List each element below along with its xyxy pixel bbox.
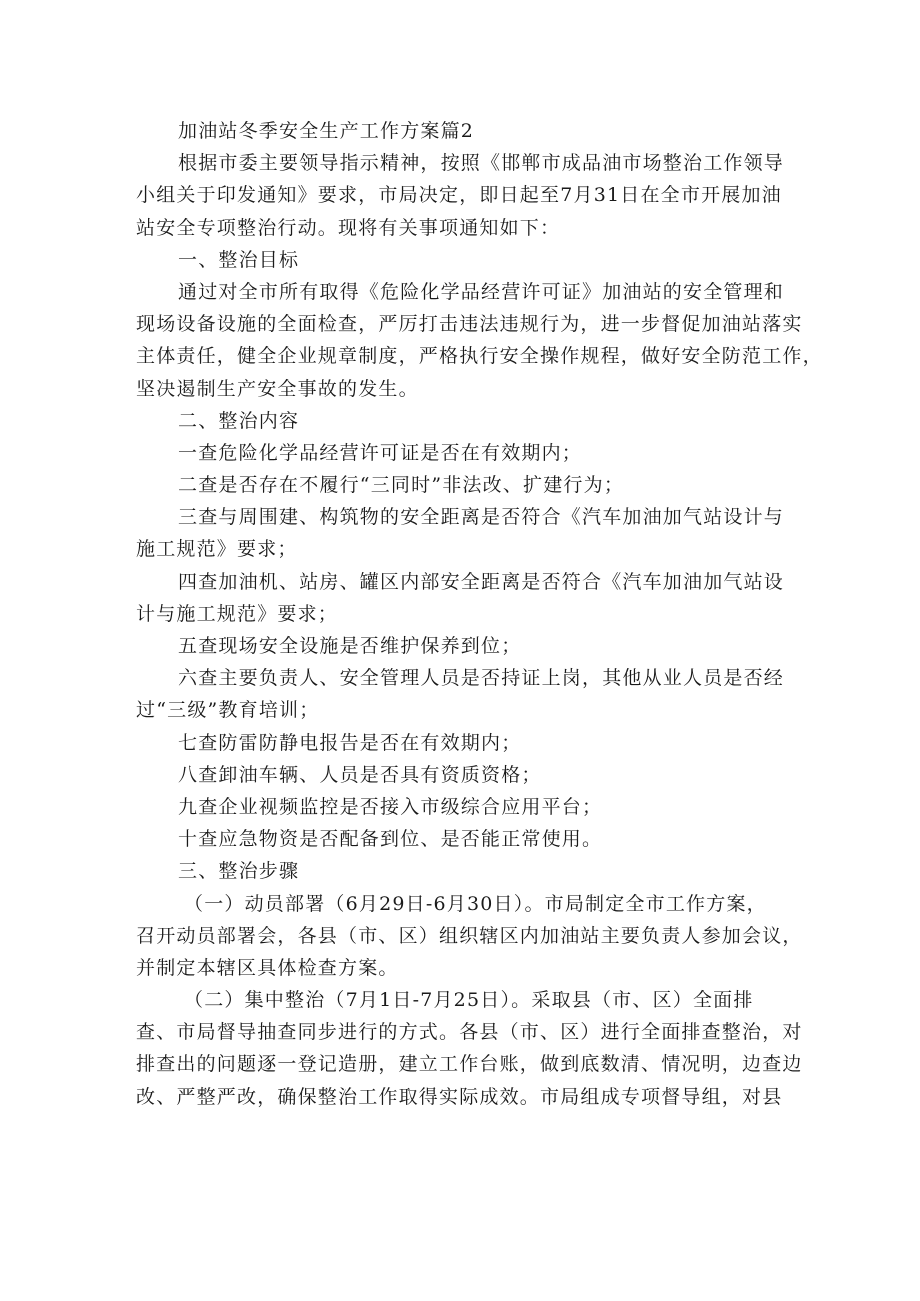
list-item-continuation: 过“三级”教育培训； bbox=[136, 699, 320, 722]
paragraph-line: 并制定本辖区具体检查方案。 bbox=[136, 956, 399, 979]
list-item: 十查应急物资是否配备到位、是否能正常使用。 bbox=[178, 828, 603, 851]
list-item: 九查企业视频监控是否接入市级综合应用平台； bbox=[178, 795, 603, 818]
list-item: 七查防雷防静电报告是否在有效期内； bbox=[178, 731, 522, 754]
document-title: 加油站冬季安全生产工作方案篇2 bbox=[178, 120, 475, 142]
paragraph-line: 改、严整严改，确保整治工作取得实际成效。市局组成专项督导组，对县 bbox=[136, 1085, 783, 1108]
section-heading: 二、整治内容 bbox=[178, 409, 300, 432]
paragraph-line: （一）动员部署（6月29日-6月30日）。市局制定全市工作方案， bbox=[184, 892, 767, 915]
paragraph-line: 站安全专项整治行动。现将有关事项通知如下： bbox=[136, 216, 561, 239]
paragraph-line: 召开动员部署会，各县（市、区）组织辖区内加油站主要负责人参加会议， bbox=[136, 924, 803, 947]
paragraph-line: 通过对全市所有取得《危险化学品经营许可证》加油站的安全管理和 bbox=[178, 280, 785, 303]
section-heading: 三、整治步骤 bbox=[178, 860, 300, 883]
paragraph-line: 现场设备设施的全面检查，严厉打击违法违规行为，进一步督促加油站落实 bbox=[136, 313, 803, 336]
list-item: 四查加油机、站房、罐区内部安全距离是否符合《汽车加油加气站设 bbox=[178, 570, 785, 593]
paragraph-line: 排查出的问题逐一登记造册，建立工作台账，做到底数清、情况明，边查边 bbox=[136, 1053, 803, 1076]
list-item: 五查现场安全设施是否维护保养到位； bbox=[178, 635, 522, 657]
list-item: 六查主要负责人、安全管理人员是否持证上岗，其他从业人员是否经 bbox=[178, 667, 785, 690]
list-item-continuation: 施工规范》要求； bbox=[136, 538, 298, 561]
paragraph-line: 小组关于印发通知》要求，市局决定，即日起至7月31日在全市开展加油 bbox=[136, 184, 782, 207]
paragraph-line: 坚决遏制生产安全事故的发生。 bbox=[136, 377, 419, 400]
paragraph-line: 根据市委主要领导指示精神，按照《邯郸市成品油市场整治工作领导 bbox=[178, 152, 785, 175]
list-item-continuation: 计与施工规范》要求； bbox=[136, 602, 339, 625]
paragraph-line: （二）集中整治（7月1日-7月25日）。采取县（市、区）全面排 bbox=[184, 989, 754, 1012]
list-item: 一查危险化学品经营许可证是否在有效期内； bbox=[178, 441, 583, 464]
document-body bbox=[136, 115, 823, 1113]
list-item: 三查与周围建、构筑物的安全距离是否符合《汽车加油加气站设计与 bbox=[178, 506, 785, 529]
section-heading: 一、整治目标 bbox=[178, 248, 300, 271]
list-item: 八查卸油车辆、人员是否具有资质资格； bbox=[178, 763, 542, 786]
paragraph-line: 查、市局督导抽查同步进行的方式。各县（市、区）进行全面排查整治，对 bbox=[136, 1021, 803, 1044]
paragraph-line: 主体责任，健全企业规章制度，严格执行安全操作规程，做好安全防范工作， bbox=[136, 345, 823, 368]
list-item: 二查是否存在不履行“三同时”非法改、扩建行为； bbox=[178, 474, 625, 497]
